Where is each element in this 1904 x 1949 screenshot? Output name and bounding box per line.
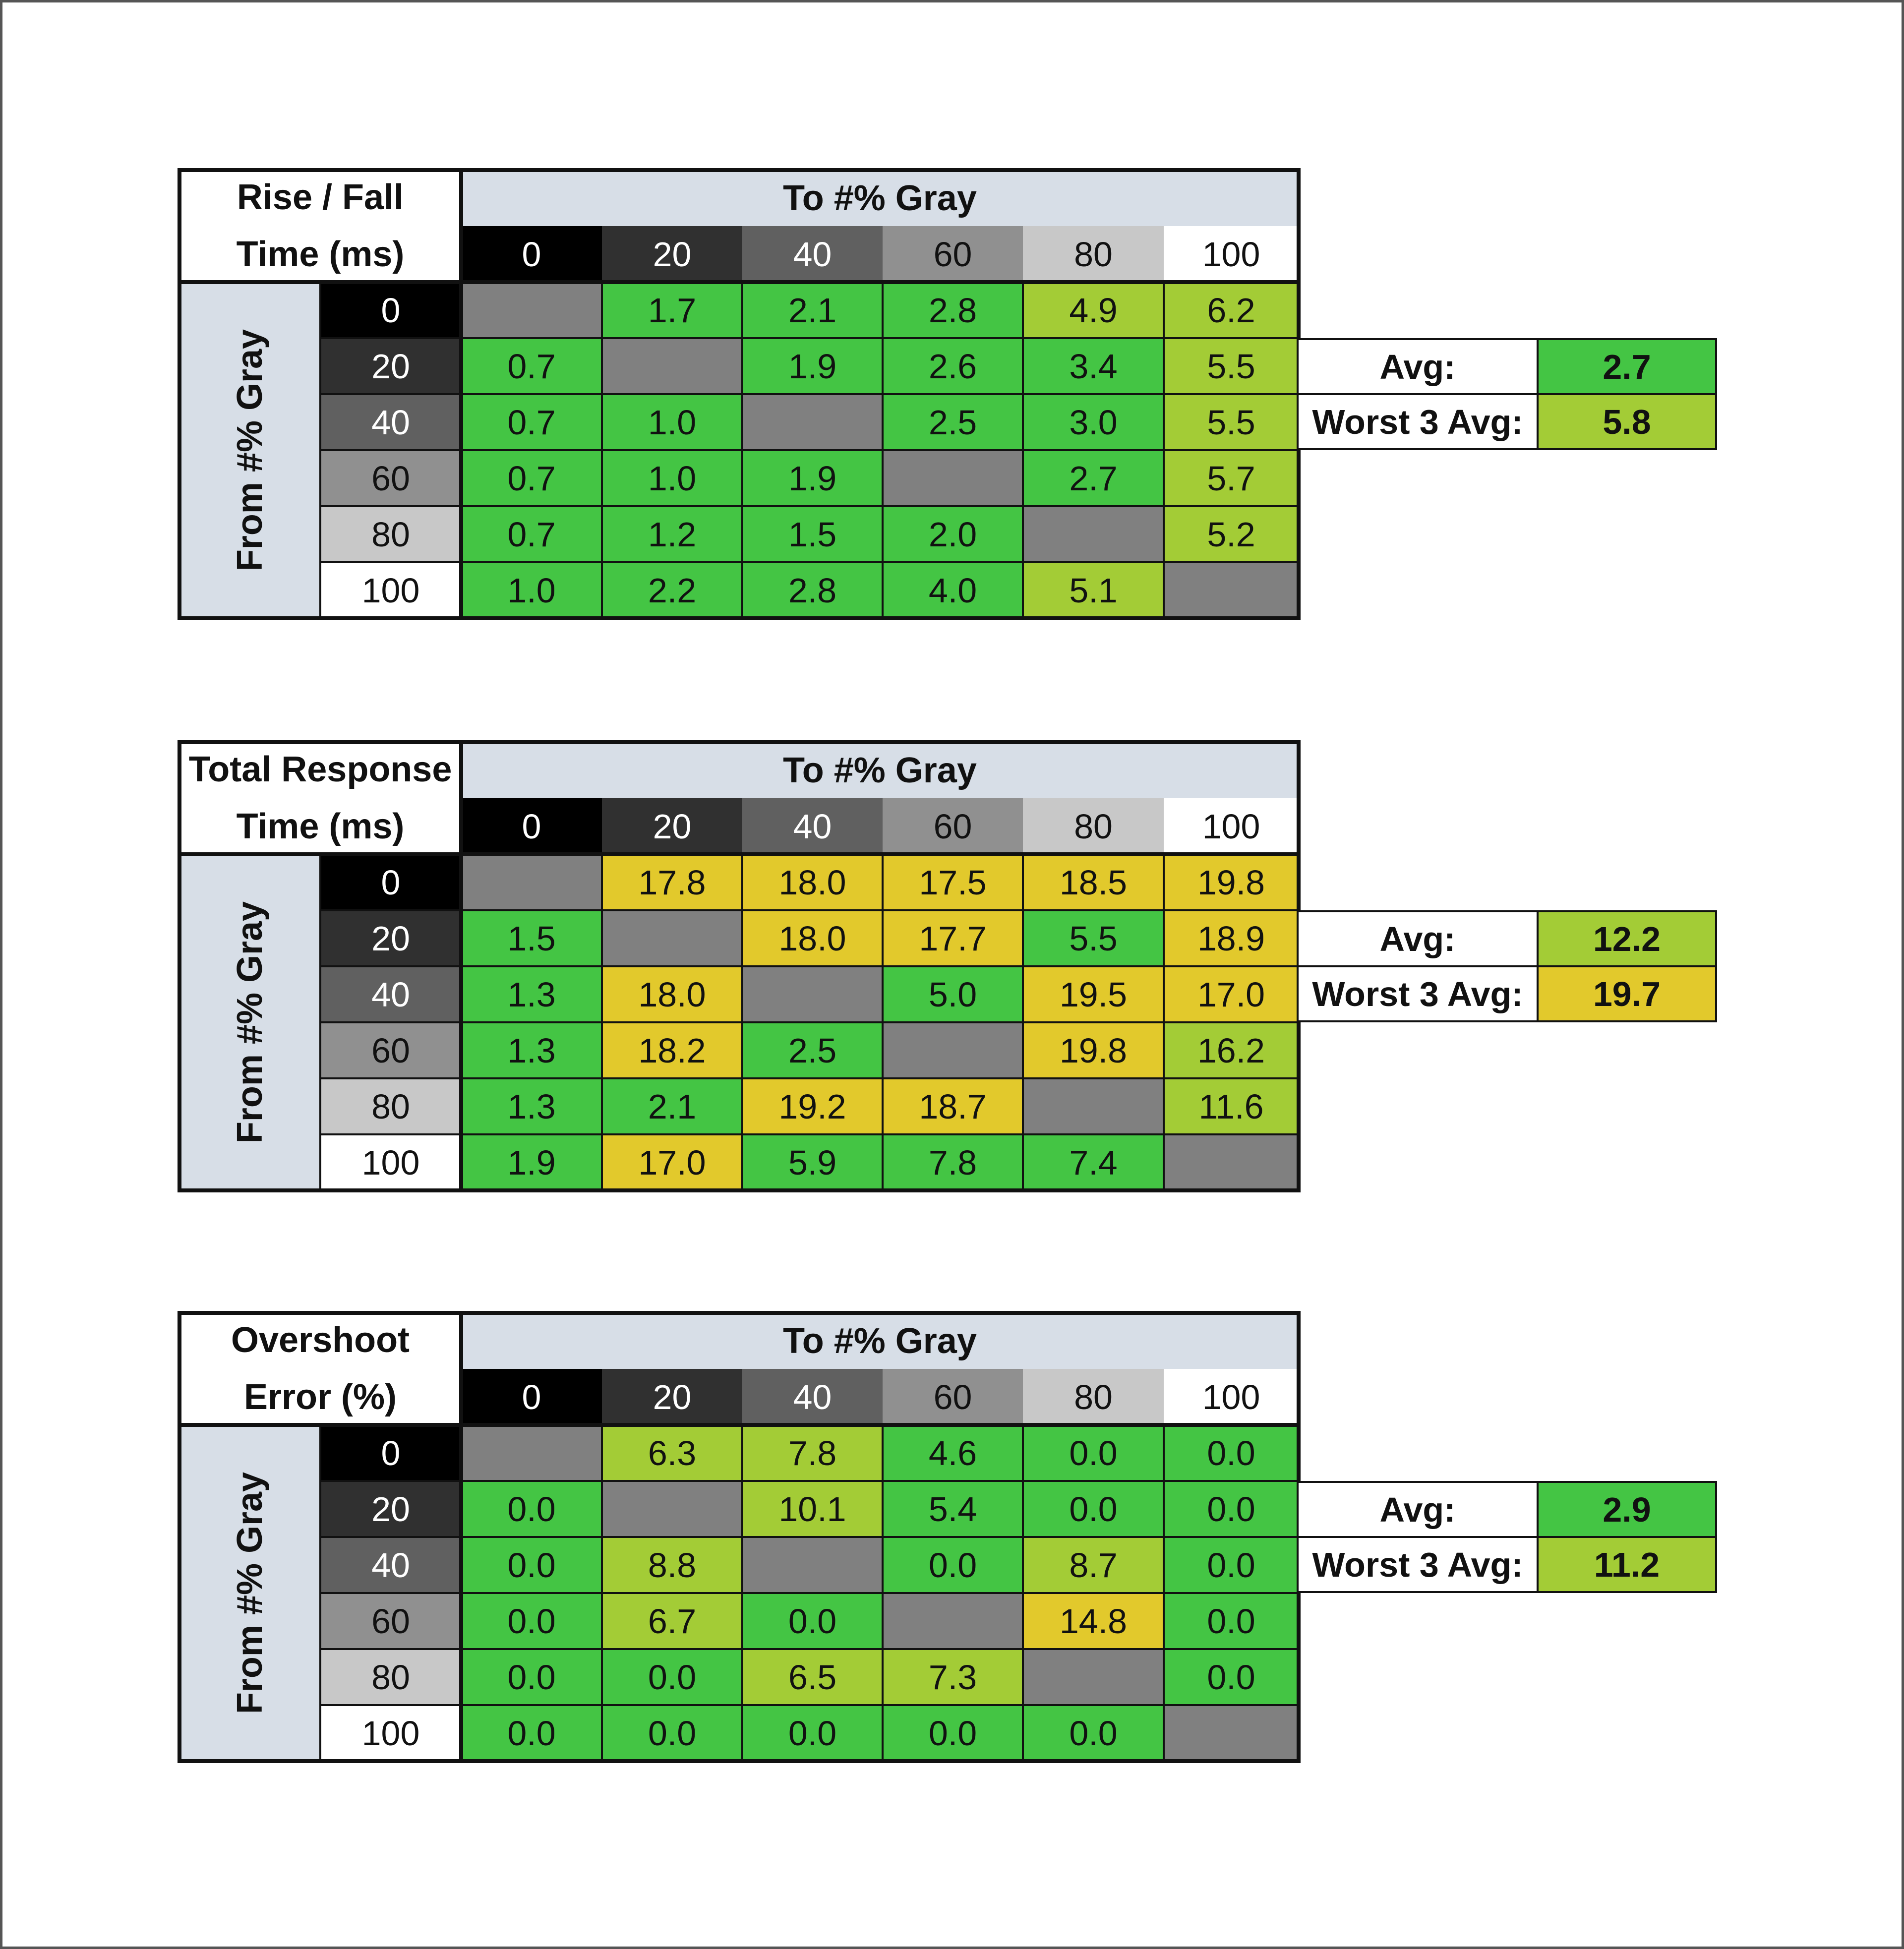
row-level-label: 40 — [320, 1537, 461, 1593]
table-title — [179, 170, 461, 282]
column-level-label: 80 — [1023, 226, 1164, 282]
grid-line — [320, 561, 1299, 563]
column-level-label: 40 — [742, 1369, 883, 1425]
column-level-label: 60 — [883, 226, 1023, 282]
column-level-label: 40 — [742, 226, 883, 282]
avg-value: 12.2 — [1537, 910, 1717, 966]
row-level-label: 60 — [320, 1022, 461, 1078]
worst-3-avg-label: Worst 3 Avg: — [1299, 966, 1537, 1022]
data-cell: 1.3 — [461, 1078, 602, 1134]
diagonal-cell — [742, 966, 883, 1022]
avg-label: Avg: — [1299, 1481, 1537, 1537]
data-cell: 0.0 — [1023, 1425, 1164, 1481]
column-level-label: 80 — [1023, 798, 1164, 854]
worst-3-avg-value: 5.8 — [1537, 394, 1717, 450]
grid-line — [459, 742, 463, 1190]
from-gray-header — [179, 1425, 320, 1761]
data-cell: 1.0 — [461, 562, 602, 618]
data-cell: 5.9 — [742, 1134, 883, 1190]
data-cell: 0.0 — [742, 1705, 883, 1761]
grid-line — [320, 505, 1299, 507]
data-cell: 4.6 — [883, 1425, 1023, 1481]
data-cell: 5.4 — [883, 1481, 1023, 1537]
worst-3-avg-label: Worst 3 Avg: — [1299, 1537, 1537, 1593]
data-cell: 0.7 — [461, 450, 602, 506]
row-level-label: 20 — [320, 1481, 461, 1537]
from-gray-header — [179, 854, 320, 1190]
data-cell: 0.0 — [1164, 1593, 1299, 1649]
table-title — [179, 1313, 461, 1425]
data-cell: 18.9 — [1164, 910, 1299, 966]
avg-value: 2.7 — [1537, 338, 1717, 394]
data-cell: 2.1 — [602, 1078, 742, 1134]
avg-label: Avg: — [1299, 338, 1537, 394]
grid-line — [320, 1021, 1299, 1023]
row-level-label: 40 — [320, 966, 461, 1022]
data-cell: 4.0 — [883, 562, 1023, 618]
data-cell: 10.1 — [742, 1481, 883, 1537]
diagonal-cell — [1164, 562, 1299, 618]
row-level-label: 100 — [320, 1134, 461, 1190]
data-cell: 0.0 — [742, 1593, 883, 1649]
diagonal-cell — [602, 338, 742, 394]
diagonal-cell — [742, 1537, 883, 1593]
data-cell: 2.1 — [742, 282, 883, 338]
data-cell: 6.2 — [1164, 282, 1299, 338]
row-level-label: 80 — [320, 1078, 461, 1134]
column-level-label: 40 — [742, 798, 883, 854]
data-cell: 1.0 — [602, 450, 742, 506]
column-level-label: 0 — [461, 798, 602, 854]
data-cell: 0.0 — [1023, 1705, 1164, 1761]
grid-line — [320, 1648, 1299, 1650]
data-cell: 1.0 — [602, 394, 742, 450]
from-gray-header-text: From #% Gray — [230, 901, 270, 1144]
data-cell: 0.0 — [461, 1705, 602, 1761]
table-title-line2: Error (%) — [243, 1377, 397, 1417]
data-cell: 5.5 — [1164, 394, 1299, 450]
grid-line — [319, 854, 321, 1190]
data-cell: 3.4 — [1023, 338, 1164, 394]
data-cell: 7.8 — [742, 1425, 883, 1481]
data-cell: 5.0 — [883, 966, 1023, 1022]
table-title-line1: Rise / Fall — [237, 177, 404, 217]
diagonal-cell — [883, 450, 1023, 506]
data-cell: 0.0 — [1164, 1649, 1299, 1705]
table-title-line1: Overshoot — [231, 1320, 410, 1360]
data-cell: 0.7 — [461, 506, 602, 562]
to-gray-header: To #% Gray — [461, 742, 1299, 798]
data-cell: 5.2 — [1164, 506, 1299, 562]
column-level-label: 20 — [602, 798, 742, 854]
data-cell: 18.5 — [1023, 854, 1164, 910]
data-cell: 0.0 — [602, 1649, 742, 1705]
data-cell: 0.0 — [883, 1705, 1023, 1761]
data-cell: 2.8 — [742, 562, 883, 618]
grid-line — [320, 1592, 1299, 1594]
row-level-label: 0 — [320, 1425, 461, 1481]
row-level-label: 40 — [320, 394, 461, 450]
diagonal-cell — [1023, 1078, 1164, 1134]
grid-line — [179, 1423, 1299, 1427]
data-cell: 2.5 — [742, 1022, 883, 1078]
grid-line — [320, 393, 1299, 395]
data-cell: 6.5 — [742, 1649, 883, 1705]
worst-3-avg-value: 19.7 — [1537, 966, 1717, 1022]
data-cell: 5.1 — [1023, 562, 1164, 618]
row-level-label: 20 — [320, 338, 461, 394]
row-level-label: 80 — [320, 506, 461, 562]
grid-line — [179, 280, 1299, 284]
data-cell: 2.6 — [883, 338, 1023, 394]
data-cell: 18.2 — [602, 1022, 742, 1078]
data-cell: 5.5 — [1023, 910, 1164, 966]
table-title-line2: Time (ms) — [236, 235, 405, 274]
avg-label: Avg: — [1299, 910, 1537, 966]
from-gray-header-text: From #% Gray — [230, 1472, 270, 1714]
data-cell: 0.0 — [1023, 1481, 1164, 1537]
column-level-label: 100 — [1164, 226, 1299, 282]
data-cell: 19.2 — [742, 1078, 883, 1134]
worst-3-avg-value: 11.2 — [1537, 1537, 1717, 1593]
row-level-label: 60 — [320, 1593, 461, 1649]
to-gray-header: To #% Gray — [461, 1313, 1299, 1369]
column-level-label: 100 — [1164, 798, 1299, 854]
data-cell: 19.8 — [1023, 1022, 1164, 1078]
avg-value: 2.9 — [1537, 1481, 1717, 1537]
diagonal-cell — [461, 1425, 602, 1481]
data-cell: 5.5 — [1164, 338, 1299, 394]
data-cell: 8.7 — [1023, 1537, 1164, 1593]
data-cell: 2.0 — [883, 506, 1023, 562]
data-cell: 7.3 — [883, 1649, 1023, 1705]
data-cell: 17.0 — [1164, 966, 1299, 1022]
table-title — [179, 742, 461, 854]
data-cell: 0.0 — [461, 1537, 602, 1593]
data-cell: 1.9 — [742, 338, 883, 394]
data-cell: 0.0 — [1164, 1537, 1299, 1593]
diagonal-cell — [742, 394, 883, 450]
data-cell: 19.8 — [1164, 854, 1299, 910]
grid-line — [459, 170, 463, 618]
data-cell: 18.0 — [742, 910, 883, 966]
data-cell: 7.4 — [1023, 1134, 1164, 1190]
column-level-label: 80 — [1023, 1369, 1164, 1425]
diagonal-cell — [602, 1481, 742, 1537]
data-cell: 2.7 — [1023, 450, 1164, 506]
from-gray-header — [179, 282, 320, 618]
data-cell: 2.5 — [883, 394, 1023, 450]
data-cell: 6.7 — [602, 1593, 742, 1649]
diagonal-cell — [883, 1593, 1023, 1649]
data-cell: 1.3 — [461, 1022, 602, 1078]
data-cell: 17.7 — [883, 910, 1023, 966]
diagonal-cell — [461, 854, 602, 910]
data-cell: 17.0 — [602, 1134, 742, 1190]
data-cell: 18.0 — [602, 966, 742, 1022]
column-level-label: 0 — [461, 226, 602, 282]
data-cell: 18.7 — [883, 1078, 1023, 1134]
grid-line — [320, 1536, 1299, 1538]
data-cell: 0.7 — [461, 338, 602, 394]
data-cell: 18.0 — [742, 854, 883, 910]
data-cell: 0.7 — [461, 394, 602, 450]
row-level-label: 0 — [320, 282, 461, 338]
data-cell: 8.8 — [602, 1537, 742, 1593]
row-level-label: 80 — [320, 1649, 461, 1705]
data-cell: 1.5 — [461, 910, 602, 966]
data-cell: 2.8 — [883, 282, 1023, 338]
data-cell: 1.5 — [742, 506, 883, 562]
grid-line — [319, 1425, 321, 1761]
data-cell: 1.3 — [461, 966, 602, 1022]
data-cell: 16.2 — [1164, 1022, 1299, 1078]
diagonal-cell — [1023, 506, 1164, 562]
column-level-label: 100 — [1164, 1369, 1299, 1425]
data-cell: 0.0 — [602, 1705, 742, 1761]
data-cell: 1.7 — [602, 282, 742, 338]
data-cell: 0.0 — [1164, 1425, 1299, 1481]
grid-line — [319, 282, 321, 618]
diagonal-cell — [883, 1022, 1023, 1078]
data-cell: 17.5 — [883, 854, 1023, 910]
grid-line — [320, 965, 1299, 967]
table-title-line1: Total Response — [188, 750, 452, 789]
data-cell: 0.0 — [461, 1649, 602, 1705]
data-cell: 1.9 — [461, 1134, 602, 1190]
data-cell: 0.0 — [1164, 1481, 1299, 1537]
data-cell: 0.0 — [461, 1481, 602, 1537]
row-level-label: 100 — [320, 1705, 461, 1761]
row-level-label: 100 — [320, 562, 461, 618]
worst-3-avg-label: Worst 3 Avg: — [1299, 394, 1537, 450]
grid-line — [320, 909, 1299, 911]
grid-line — [320, 337, 1299, 339]
diagonal-cell — [1164, 1134, 1299, 1190]
grid-line — [320, 1704, 1299, 1706]
data-cell: 2.2 — [602, 562, 742, 618]
grid-line — [179, 852, 1299, 856]
diagonal-cell — [1023, 1649, 1164, 1705]
data-cell: 3.0 — [1023, 394, 1164, 450]
grid-line — [459, 1313, 463, 1761]
data-cell: 19.5 — [1023, 966, 1164, 1022]
row-level-label: 20 — [320, 910, 461, 966]
data-cell: 7.8 — [883, 1134, 1023, 1190]
column-level-label: 60 — [883, 1369, 1023, 1425]
data-cell: 14.8 — [1023, 1593, 1164, 1649]
column-level-label: 0 — [461, 1369, 602, 1425]
data-cell: 17.8 — [602, 854, 742, 910]
diagonal-cell — [1164, 1705, 1299, 1761]
grid-line — [320, 1480, 1299, 1482]
data-cell: 5.7 — [1164, 450, 1299, 506]
diagonal-cell — [461, 282, 602, 338]
column-level-label: 60 — [883, 798, 1023, 854]
column-level-label: 20 — [602, 226, 742, 282]
diagonal-cell — [602, 910, 742, 966]
data-cell: 1.9 — [742, 450, 883, 506]
data-cell: 0.0 — [461, 1593, 602, 1649]
row-level-label: 0 — [320, 854, 461, 910]
to-gray-header: To #% Gray — [461, 170, 1299, 226]
data-cell: 4.9 — [1023, 282, 1164, 338]
from-gray-header-text: From #% Gray — [230, 329, 270, 572]
table-title-line2: Time (ms) — [236, 807, 405, 846]
grid-line — [320, 1077, 1299, 1079]
grid-line — [320, 449, 1299, 451]
data-cell: 1.2 — [602, 506, 742, 562]
column-level-label: 20 — [602, 1369, 742, 1425]
data-cell: 0.0 — [883, 1537, 1023, 1593]
row-level-label: 60 — [320, 450, 461, 506]
data-cell: 11.6 — [1164, 1078, 1299, 1134]
grid-line — [320, 1133, 1299, 1135]
data-cell: 6.3 — [602, 1425, 742, 1481]
